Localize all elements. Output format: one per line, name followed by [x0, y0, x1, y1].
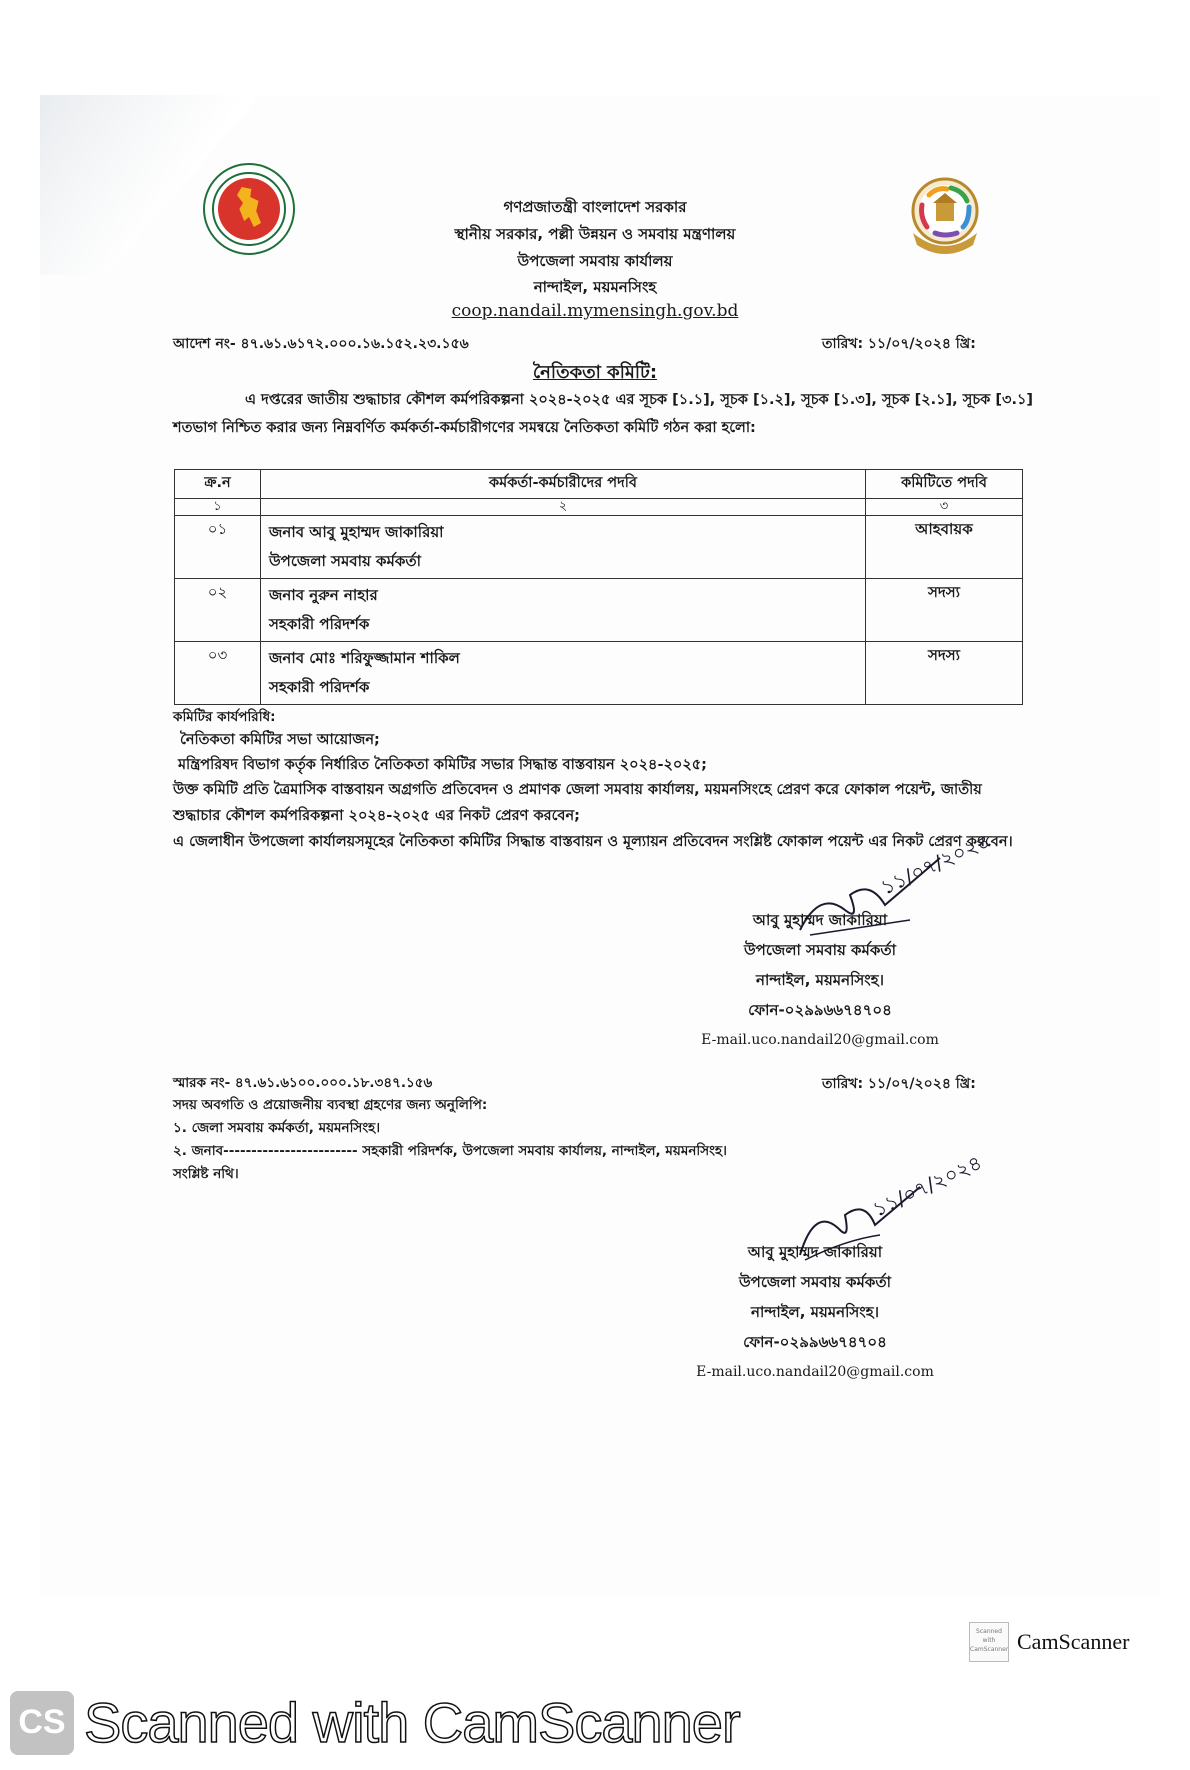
signatory-block-1 — [680, 905, 960, 1055]
committee-table — [174, 469, 1023, 705]
table-row — [175, 516, 1023, 579]
signatory-title: উপজেলা সমবায় কর্মকর্তা — [744, 941, 896, 959]
column-number: ১ — [175, 499, 261, 516]
signatory-block-2 — [675, 1237, 955, 1387]
header-ministry: স্থানীয় সরকার, পল্লী উন্নয়ন ও সমবায় মন্ত্রণালয় — [454, 225, 736, 243]
person-name: জনাব নুরুন নাহার — [269, 586, 378, 604]
copy-recipient: ২. জনাব------------------------ সহকারী পরিদর্শক, উপজেলা সমবায় কার্যালয়, নান্দাইল, ময়মনসিংহ। — [173, 1143, 727, 1159]
memo-date: তারিখ: ১১/০৭/২০২৪ খ্রি: — [822, 1076, 976, 1092]
signatory-phone: ফোন-০২৯৯৬৬৭৪৭০৪ — [743, 1333, 887, 1351]
header-serial: ক্র.ন — [175, 470, 261, 499]
duties-heading: কমিটির কার্যপরিধি: — [173, 709, 276, 725]
camscanner-small-label: CamScanner — [1017, 1629, 1130, 1654]
row-committee-role: সদস্য — [866, 642, 1023, 705]
camscanner-watermark-text: Scanned with CamScanner — [84, 1691, 740, 1754]
row-serial: ০৩ — [175, 642, 261, 705]
header-location: নান্দাইল, ময়মনসিংহ — [533, 278, 657, 296]
intro-paragraph: এ দপ্তরের জাতীয় শুদ্ধাচার কৌশল কর্মপরিকল্পনা ২০২৪-২০২৫ এর সূচক [১.১], সূচক [১.২], সূচক [১.৩], সূচক [২.১], সূচক [৩.১] শতভাগ নিশ্চিত করার জন্য নিম্নবর্ণিত কর্মকর্তা-কর্মচারীগণের সমন্বয়ে নৈতিকতা কমিটি গঠন করা হলো: — [173, 392, 1033, 436]
signatory-title: উপজেলা সমবায় কর্মকর্তা — [739, 1273, 891, 1291]
table-row — [175, 579, 1023, 642]
header-committee-role: কমিটিতে পদবি — [866, 470, 1023, 499]
row-committee-role: আহবায়ক — [866, 516, 1023, 579]
copy-recipient: সংশ্লিষ্ট নথি। — [173, 1166, 239, 1182]
camscanner-watermark — [10, 1690, 740, 1755]
signatory-name: আবু মুহাম্মদ জাকারিয়া — [752, 911, 888, 929]
signature-date: ১১/০৭/২০২৪ — [876, 828, 994, 900]
person-designation: উপজেলা সমবায় কর্মকর্তা — [269, 552, 421, 570]
duty-item: উক্ত কমিটি প্রতি ত্রৈমাসিক বাস্তবায়ন অগ্রগতি প্রতিবেদন ও প্রমাণক জেলা সমবায় কার্যালয়, ময়মনসিংহে প্রেরণ করে ফোকাল পয়েন্ট, জাতীয় শুদ্ধাচার কৌশল কর্মপরিকল্পনা ২০২৪-২০২৫ এর নিকট প্রেরণ করবেন; — [173, 782, 982, 824]
person-designation: সহকারী পরিদর্শক — [269, 615, 370, 633]
signatory-email[interactable]: E-mail.uco.nandail20@gmail.com — [701, 1032, 939, 1048]
row-person — [261, 516, 866, 579]
table-row — [175, 642, 1023, 705]
table-column-number-row — [175, 499, 1023, 516]
duty-item: মন্ত্রিপরিষদ বিভাগ কর্তৃক নির্ধারিত নৈতিকতা কমিটির সভার সিদ্ধান্ত বাস্তবায়ন ২০২৪-২০২৫; — [178, 757, 707, 773]
memo-number: স্মারক নং- ৪৭.৬১.৬১০০.০০০.১৮.৩৪৭.১৫৬ — [173, 1075, 433, 1091]
person-name: জনাব আবু মুহাম্মদ জাকারিয়া — [269, 523, 444, 541]
header-designation: কর্মকর্তা-কর্মচারীদের পদবি — [261, 470, 866, 499]
signatory-location: নান্দাইল, ময়মনসিংহ। — [751, 1303, 879, 1321]
document-title: নৈতিকতা কমিটি: — [532, 362, 658, 383]
signatory-phone: ফোন-০২৯৯৬৬৭৪৭০৪ — [748, 1001, 892, 1019]
row-person — [261, 642, 866, 705]
table-header-row — [175, 470, 1023, 499]
copy-recipient: ১. জেলা সমবায় কর্মকর্তা, ময়মনসিংহ। — [173, 1120, 381, 1136]
duty-item: নৈতিকতা কমিটির সভা আয়োজন; — [180, 732, 380, 748]
camscanner-logo-icon: CS — [10, 1691, 74, 1755]
column-number: ৩ — [866, 499, 1023, 516]
row-serial: ০২ — [175, 579, 261, 642]
header-government: গণপ্রজাতন্ত্রী বাংলাদেশ সরকার — [503, 198, 687, 216]
signature-date: ১১/০৭/২০২৪ — [868, 1150, 986, 1222]
copy-heading: সদয় অবগতি ও প্রয়োজনীয় ব্যবস্থা গ্রহণের জন্য অনুলিপি: — [173, 1097, 488, 1113]
row-person — [261, 579, 866, 642]
signatory-location: নান্দাইল, ময়মনসিংহ। — [756, 971, 884, 989]
header-office: উপজেলা সমবায় কার্যালয় — [517, 252, 673, 270]
camscanner-badge-icon: Scanned with CamScanner — [969, 1622, 1009, 1662]
header-website-link[interactable]: coop.nandail.mymensingh.gov.bd — [451, 301, 739, 321]
order-date: তারিখ: ১১/০৭/২০২৪ খ্রি: — [822, 336, 976, 352]
copy-list — [173, 1094, 1033, 1186]
person-name: জনাব মোঃ শরিফুজ্জামান শাকিল — [269, 649, 460, 667]
duty-item: এ জেলাধীন উপজেলা কার্যালয়সমূহের নৈতিকতা কমিটির সিদ্ধান্ত বাস্তবায়ন ও মূল্যায়ন প্রতিবেদন সংশ্লিষ্ট ফোকাল পয়েন্ট এর নিকট প্রেরণ করবেন। — [173, 834, 1013, 850]
column-number: ২ — [261, 499, 866, 516]
order-number: আদেশ নং- ৪৭.৬১.৬১৭২.০০০.১৬.১৫২.২৩.১৫৬ — [173, 336, 469, 352]
signatory-name: আবু মুহাম্মদ জাকারিয়া — [747, 1243, 883, 1261]
signatory-email[interactable]: E-mail.uco.nandail20@gmail.com — [696, 1364, 934, 1380]
row-serial: ০১ — [175, 516, 261, 579]
camscanner-small-badge — [969, 1622, 1129, 1662]
row-committee-role: সদস্য — [866, 579, 1023, 642]
person-designation: সহকারী পরিদর্শক — [269, 678, 370, 696]
